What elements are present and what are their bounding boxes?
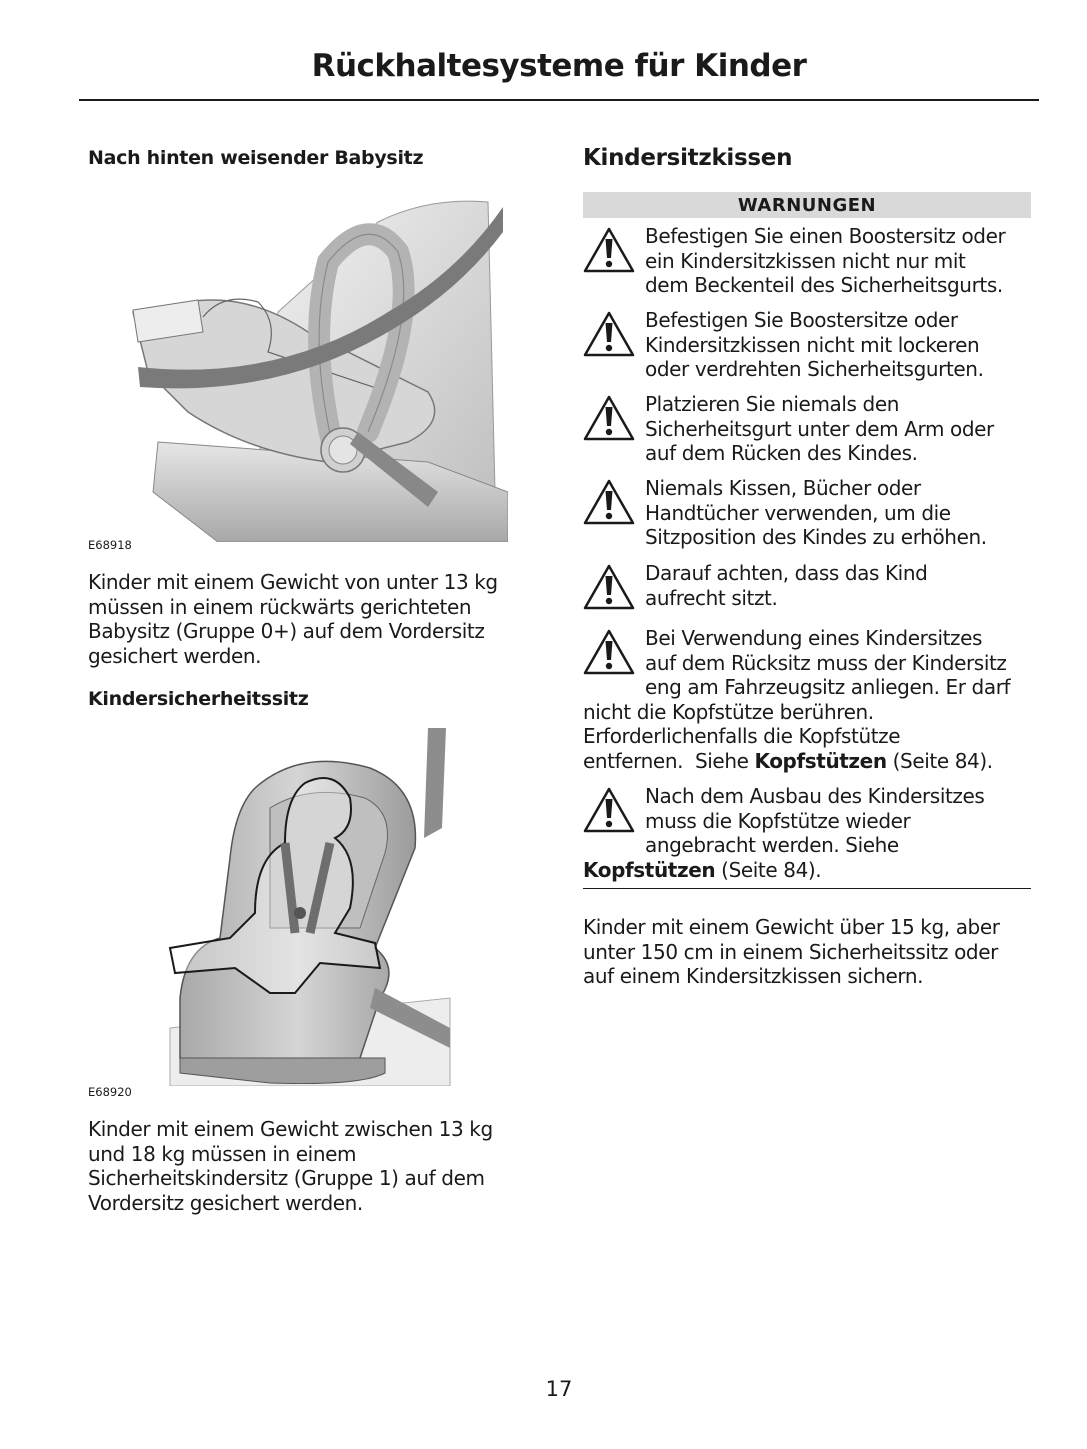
text-line: entfernen. Siehe: [583, 748, 755, 773]
warning-triangle-icon: [583, 395, 635, 441]
warning-triangle-icon: [583, 479, 635, 525]
child-safety-seat-illustration: [160, 728, 452, 1086]
warnings-end-divider: [583, 888, 1031, 889]
warning-item: [583, 784, 1035, 882]
cross-reference-link[interactable]: Kopfstützen: [754, 748, 887, 773]
text-line: Platzieren Sie niemals den: [645, 392, 899, 416]
text-line: (Seite 84).: [715, 857, 822, 882]
warning-triangle-icon: [583, 227, 635, 273]
warning-triangle-icon: [583, 311, 635, 357]
text-line: unter 150 cm in einem Sicherheitssitz oder: [583, 939, 998, 964]
rear-facing-baby-seat-illustration: [128, 192, 508, 542]
figure-code: E68918: [88, 538, 132, 552]
text-line: muss die Kopfstütze wieder: [645, 808, 911, 833]
warning-text: [583, 224, 1035, 298]
text-line: Befestigen Sie Boostersitze oder: [645, 308, 958, 332]
figure-code: E68920: [88, 1085, 132, 1099]
warning-item: [583, 561, 1035, 610]
warning-text: [583, 626, 1035, 700]
section-heading-kindersitzkissen: Kindersitzkissen: [583, 145, 793, 171]
cross-reference-link[interactable]: Kopfstützen: [583, 857, 716, 882]
text-line: Kinder mit einem Gewicht zwischen 13 kg: [88, 1117, 493, 1141]
text-line: Kindersitzkissen nicht mit lockeren: [645, 332, 980, 357]
text-line: Kinder mit einem Gewicht von unter 13 kg: [88, 570, 498, 594]
warning-triangle-icon: [583, 787, 635, 833]
warning-text-continued: [583, 700, 1035, 774]
warning-text: [583, 308, 1035, 382]
warning-triangle-icon: [583, 564, 635, 610]
text-line: ein Kindersitzkissen nicht nur mit: [645, 248, 966, 273]
title-divider: [79, 99, 1039, 101]
text-line: Erforderlichenfalls die Kopfstütze: [583, 724, 901, 748]
text-line: und 18 kg müssen in einem: [88, 1141, 357, 1166]
paragraph-kindersicherheitssitz: [88, 1117, 548, 1215]
text-line: Kinder mit einem Gewicht über 15 kg, aber: [583, 915, 1000, 939]
text-line: Handtücher verwenden, um die: [645, 500, 951, 525]
warning-triangle-icon: [583, 629, 635, 675]
text-line: (Seite 84).: [886, 748, 993, 773]
warning-text: [583, 476, 1035, 550]
text-line: müssen in einem rückwärts gerichteten: [88, 594, 472, 619]
text-line: dem Beckenteil des Sicherheitsgurts.: [645, 273, 1003, 297]
page-title: Rückhaltesysteme für Kinder: [311, 48, 807, 84]
text-line: Darauf achten, dass das Kind: [645, 561, 928, 585]
text-line: Babysitz (Gruppe 0+) auf dem Vordersitz: [88, 619, 485, 643]
text-line: gesichert werden.: [88, 643, 262, 668]
text-line: eng am Fahrzeugsitz anliegen. Er darf: [645, 675, 1011, 699]
warning-item: [583, 476, 1035, 550]
text-line: auf dem Rücken des Kindes.: [645, 441, 918, 465]
warning-text: [583, 561, 1035, 610]
text-line: auf dem Rücksitz muss der Kindersitz: [645, 650, 1007, 675]
text-line: Bei Verwendung eines Kindersitzes: [645, 626, 983, 650]
cross-reference-line: [583, 858, 1035, 883]
section-heading-babysitz: Nach hinten weisender Babysitz: [88, 147, 424, 169]
paragraph-kindersitzkissen: [583, 915, 1043, 989]
text-line: auf einem Kindersitzkissen sichern.: [583, 964, 924, 988]
warning-item: [583, 626, 1035, 773]
warning-item: [583, 392, 1035, 466]
paragraph-babysitz: [88, 570, 548, 668]
text-line: Befestigen Sie einen Boostersitz oder: [645, 224, 1006, 248]
text-line: Nach dem Ausbau des Kindersitzes: [645, 784, 985, 808]
page-number: 17: [545, 1377, 573, 1401]
text-line: Sitzposition des Kindes zu erhöhen.: [645, 525, 987, 549]
text-line: angebracht werden. Siehe: [645, 833, 899, 857]
warning-text: [583, 392, 1035, 466]
warning-text-continued: [583, 858, 1035, 883]
section-heading-kindersicherheitssitz: Kindersicherheitssitz: [88, 688, 309, 710]
text-line: nicht die Kopfstütze berühren.: [583, 699, 874, 724]
text-line: Niemals Kissen, Bücher oder: [645, 476, 921, 500]
text-line: aufrecht sitzt.: [645, 585, 778, 610]
cross-reference-line: [583, 749, 1035, 774]
text-line: Sicherheitsgurt unter dem Arm oder: [645, 416, 994, 441]
text-line: Sicherheitskindersitz (Gruppe 1) auf dem: [88, 1166, 485, 1190]
warning-text: [583, 784, 1035, 858]
warning-item: [583, 224, 1035, 298]
warning-item: [583, 308, 1035, 382]
text-line: Vordersitz gesichert werden.: [88, 1190, 363, 1215]
warnings-header: WARNUNGEN: [583, 192, 1031, 218]
text-line: oder verdrehten Sicherheitsgurten.: [645, 357, 984, 381]
